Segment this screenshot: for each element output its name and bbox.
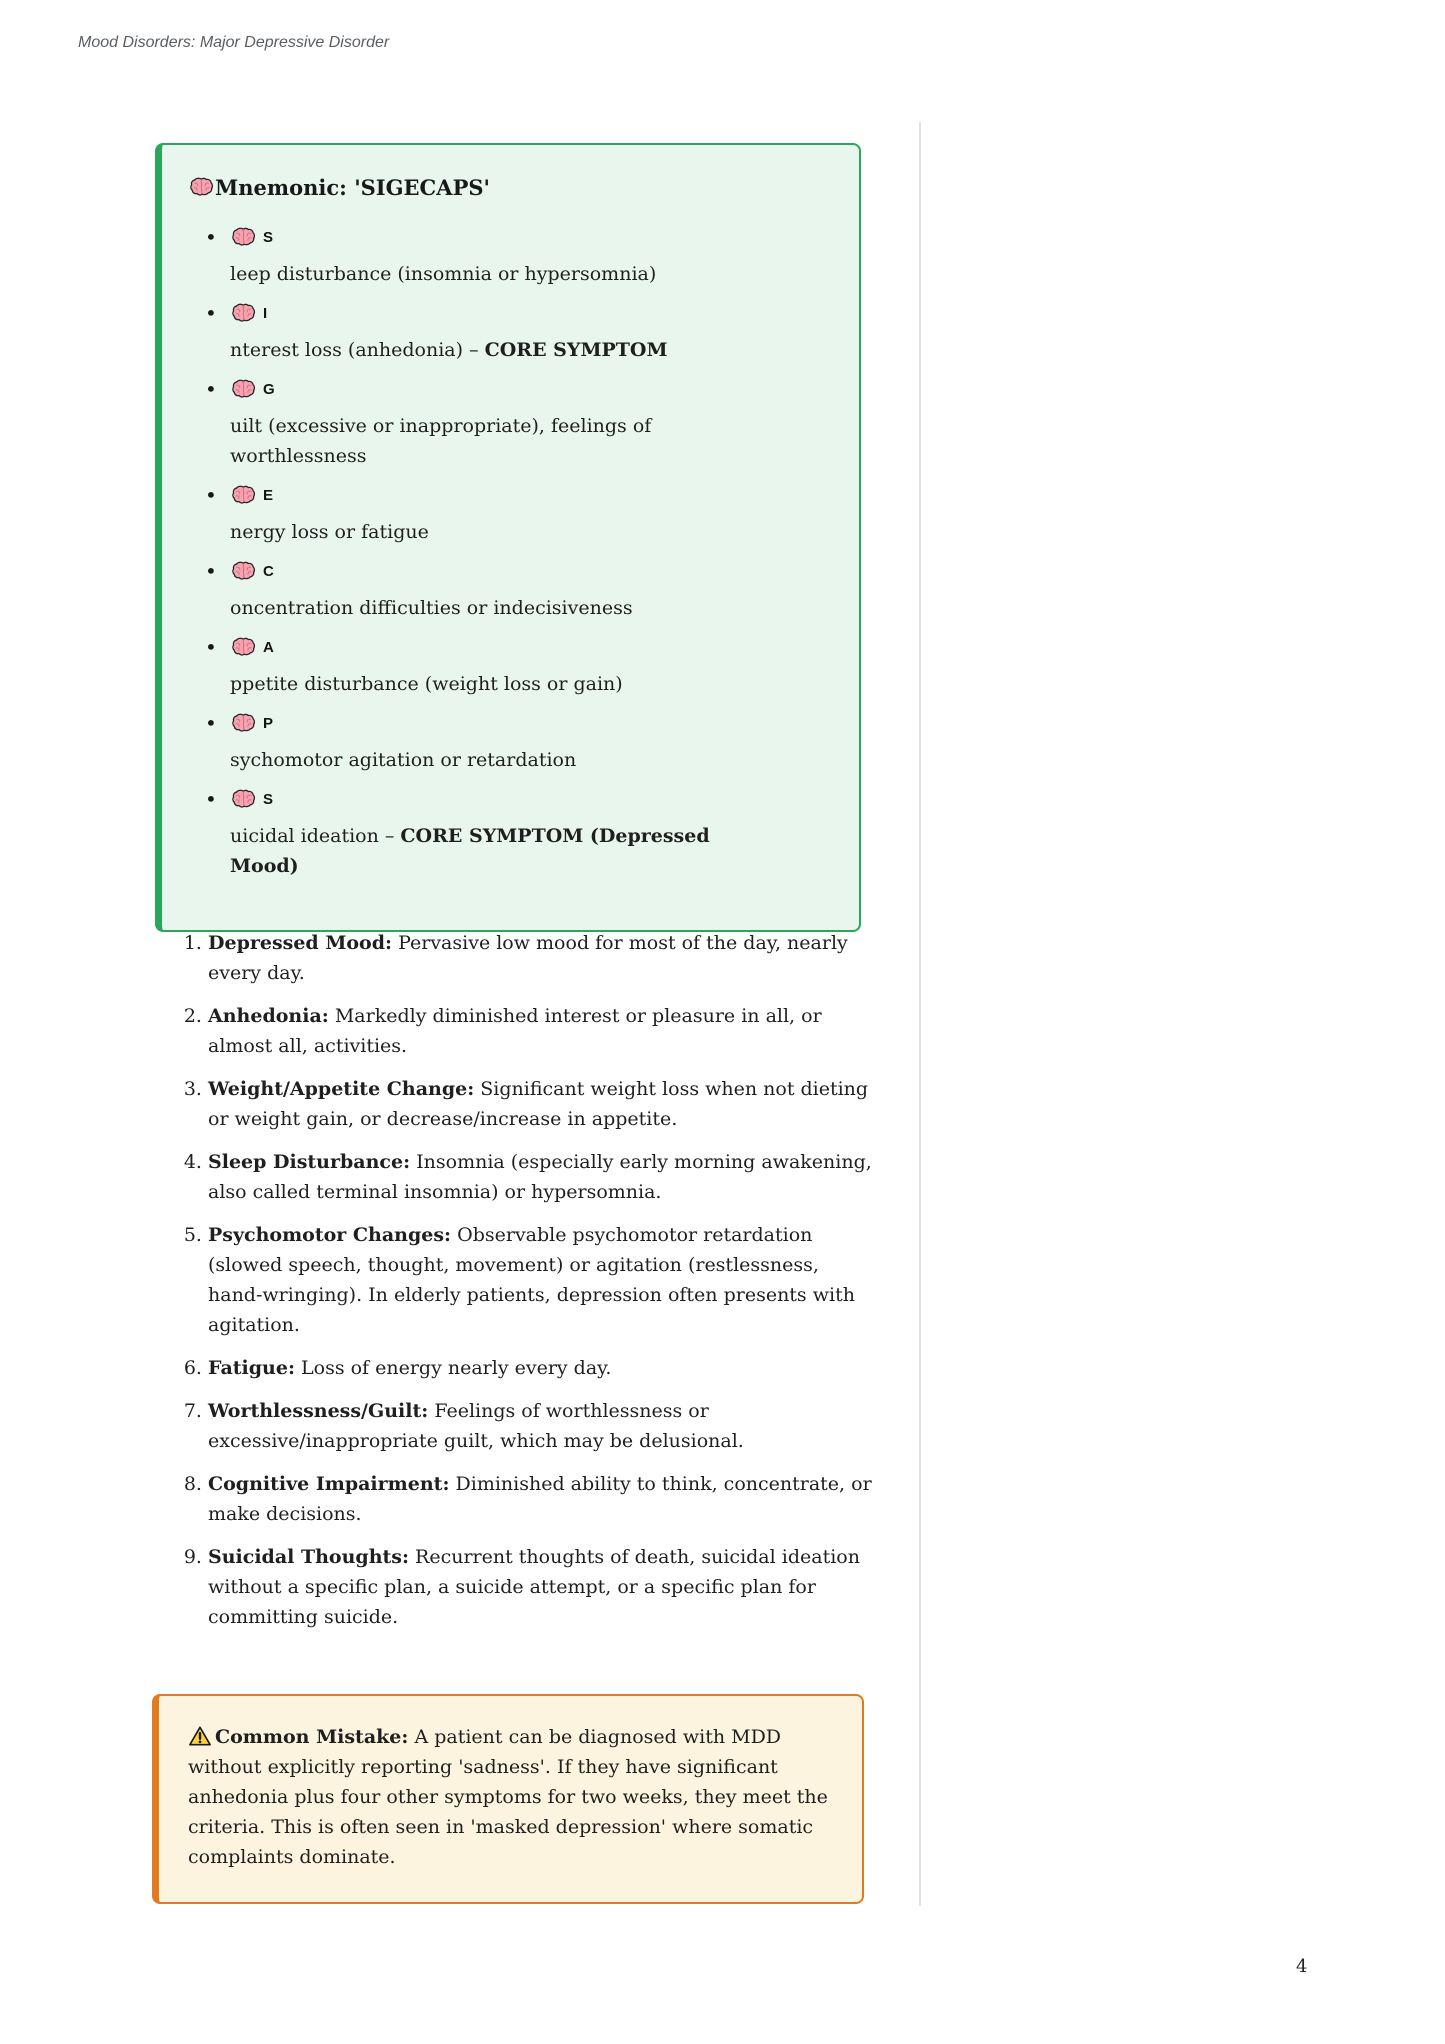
- mnemonic-letter: S: [263, 228, 274, 246]
- mnemonic-description-text: uilt (excessive or inappropriate), feelings of worthlessness: [230, 415, 652, 467]
- bullet-icon: •: [205, 301, 217, 325]
- warning-label: Common Mistake:: [215, 1726, 409, 1748]
- mnemonic-item: [190, 636, 829, 699]
- running-header: Mood Disorders: Major Depressive Disorder: [78, 34, 390, 51]
- criterion-text: Loss of energy nearly every day.: [301, 1357, 612, 1379]
- criterion-label: Depressed Mood:: [208, 932, 393, 954]
- mnemonic-description-text: oncentration difficulties or indecisiveness: [230, 597, 633, 619]
- mnemonic-items: [190, 226, 829, 881]
- mnemonic-letter: G: [263, 380, 275, 398]
- mnemonic-description-text: nterest loss (anhedonia) –: [230, 339, 485, 361]
- mnemonic-description: [230, 259, 782, 289]
- bullet-icon: •: [205, 635, 217, 659]
- criterion-text: Observable psychomotor retardation (slowed speech, thought, movement) or agitation (restlessness, hand-wringing). In elderly patients, depression often presents with agitation.: [208, 1224, 855, 1336]
- mnemonic-description-text: sychomotor agitation or retardation: [230, 749, 577, 771]
- common-mistake-box: [152, 1694, 864, 1904]
- warning-icon: [188, 1725, 212, 1747]
- mnemonic-box: [155, 143, 861, 932]
- brain-icon: [232, 379, 255, 400]
- mnemonic-description-bold: CORE SYMPTOM (Depressed Mood): [230, 825, 710, 877]
- brain-icon: [232, 713, 255, 734]
- mnemonic-description-text: nergy loss or fatigue: [230, 521, 429, 543]
- criterion-item: [208, 1542, 872, 1632]
- bullet-icon: •: [205, 787, 217, 811]
- criterion-label: Sleep Disturbance:: [208, 1151, 411, 1173]
- mnemonic-description: [230, 411, 782, 471]
- mnemonic-description-text: uicidal ideation –: [230, 825, 401, 847]
- criterion-item: [208, 1147, 872, 1207]
- mnemonic-title-text: Mnemonic: 'SIGECAPS': [215, 175, 490, 200]
- mnemonic-letter: I: [263, 304, 268, 322]
- mnemonic-description: [230, 517, 782, 547]
- mnemonic-letter: S: [263, 790, 274, 808]
- criterion-item: [208, 1074, 872, 1134]
- criterion-item: [208, 1220, 872, 1340]
- bullet-icon: •: [205, 559, 217, 583]
- criterion-text: Pervasive low mood for most of the day, nearly every day.: [208, 932, 848, 984]
- criterion-item: [208, 1469, 872, 1529]
- criterion-item: [208, 1353, 872, 1383]
- mnemonic-letter: C: [263, 562, 274, 580]
- mnemonic-description-text: leep disturbance (insomnia or hypersomnia): [230, 263, 657, 285]
- bullet-icon: •: [205, 711, 217, 735]
- mnemonic-letter: P: [263, 714, 274, 732]
- mnemonic-item: [190, 788, 829, 881]
- mnemonic-description-bold: CORE SYMPTOM: [484, 339, 668, 361]
- criterion-label: Anhedonia:: [208, 1005, 329, 1027]
- page-number: 4: [1296, 1956, 1308, 1977]
- brain-icon: [232, 303, 255, 324]
- mnemonic-item: [190, 378, 829, 471]
- mnemonic-item: [190, 560, 829, 623]
- criterion-item: [208, 928, 872, 988]
- criteria-list: [158, 928, 872, 1645]
- bullet-icon: •: [205, 483, 217, 507]
- mnemonic-description-text: ppetite disturbance (weight loss or gain): [230, 673, 623, 695]
- mnemonic-description: [230, 669, 782, 699]
- bullet-icon: •: [205, 225, 217, 249]
- criterion-text: Insomnia (especially early morning awakening, also called terminal insomnia) or hypersomnia.: [208, 1151, 872, 1203]
- warning-text: A patient can be diagnosed with MDD without explicitly reporting 'sadness'. If they have significant anhedonia plus four other symptoms for two weeks, they meet the criteria. This is often seen in 'masked depression' where somatic complaints dominate.: [188, 1726, 828, 1868]
- mnemonic-description: [230, 821, 782, 881]
- criterion-text: Recurrent thoughts of death, suicidal ideation without a specific plan, a suicide attempt, or a specific plan for committing suicide.: [208, 1546, 860, 1628]
- mnemonic-item: [190, 484, 829, 547]
- brain-icon: [232, 789, 255, 810]
- criterion-item: [208, 1001, 872, 1061]
- criterion-label: Cognitive Impairment:: [208, 1473, 450, 1495]
- criterion-label: Suicidal Thoughts:: [208, 1546, 409, 1568]
- brain-icon: [190, 177, 213, 198]
- brain-icon: [232, 485, 255, 506]
- criterion-label: Weight/Appetite Change:: [208, 1078, 475, 1100]
- column-divider: [919, 122, 921, 1906]
- criterion-label: Worthlessness/Guilt:: [208, 1400, 429, 1422]
- criterion-label: Psychomotor Changes:: [208, 1224, 452, 1246]
- criterion-text: Diminished ability to think, concentrate, or make decisions.: [208, 1473, 872, 1525]
- brain-icon: [232, 227, 255, 248]
- criterion-label: Fatigue:: [208, 1357, 295, 1379]
- criterion-text: Significant weight loss when not dieting or weight gain, or decrease/increase in appetite.: [208, 1078, 869, 1130]
- mnemonic-item: [190, 302, 829, 365]
- criterion-text: Markedly diminished interest or pleasure in all, or almost all, activities.: [208, 1005, 822, 1057]
- mnemonic-item: [190, 712, 829, 775]
- mnemonic-description: [230, 745, 782, 775]
- criterion-text: Feelings of worthlessness or excessive/inappropriate guilt, which may be delusional.: [208, 1400, 744, 1452]
- brain-icon: [232, 637, 255, 658]
- mnemonic-item: [190, 226, 829, 289]
- brain-icon: [232, 561, 255, 582]
- mnemonic-letter: E: [263, 486, 274, 504]
- bullet-icon: •: [205, 377, 217, 401]
- mnemonic-description: [230, 593, 782, 623]
- mnemonic-letter: A: [263, 638, 274, 656]
- criterion-item: [208, 1396, 872, 1456]
- mnemonic-title: [190, 175, 829, 200]
- mnemonic-description: [230, 335, 782, 365]
